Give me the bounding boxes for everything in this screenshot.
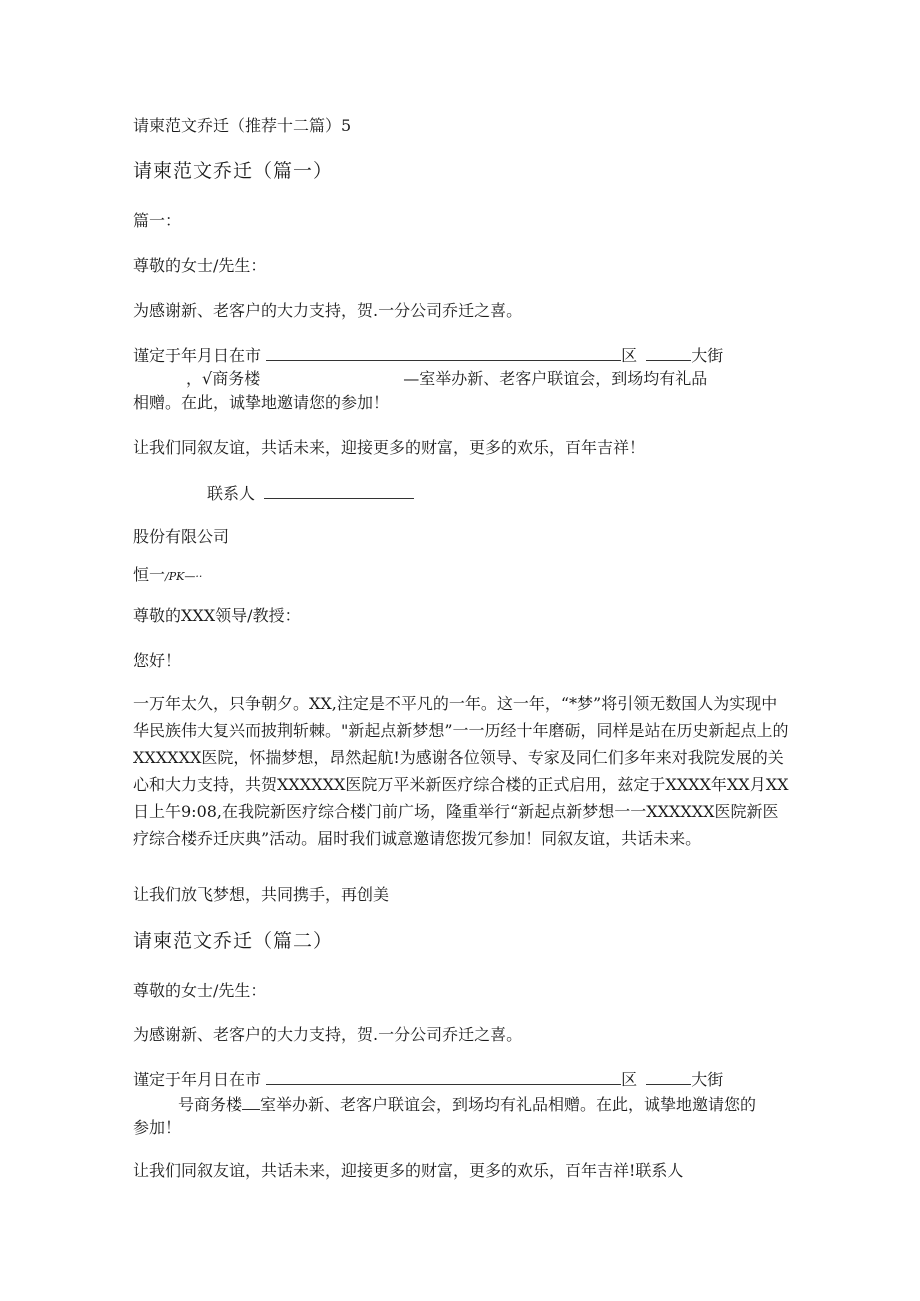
letter2-salutation: 尊敬的XXX领导/教授： <box>133 606 301 625</box>
district-label: 区 <box>621 1070 638 1089</box>
letter2-closing: 让我们放飞梦想，共同携手，再创美 <box>133 885 390 904</box>
section1-line-a-prefix: 谨定于年月日在市 <box>133 346 262 365</box>
street-label: 大街 <box>691 1070 724 1089</box>
room-blank <box>242 1093 260 1110</box>
section2-line-b-prefix: 号商务楼 <box>178 1095 243 1114</box>
section1-contact <box>207 482 414 505</box>
section1-intro: 为感谢新、老客户的大力支持，贺.一分公司乔迁之喜。 <box>133 301 523 320</box>
section2-heading: 请柬范文乔迁（篇二） <box>133 930 334 952</box>
contact-blank <box>264 482 414 499</box>
section1-sub: 篇一： <box>133 211 182 230</box>
section1-heading: 请柬范文乔迁（篇一） <box>133 160 334 182</box>
section2-closing: 让我们同叙友谊，共话未来，迎接更多的财富，更多的欢乐，百年吉祥!联系人 <box>133 1161 684 1180</box>
section1-line-c: 相赠。在此，诚挚地邀请您的参加！ <box>133 393 390 412</box>
section2-line-b-rest: 室举办新、老客户联谊会，到场均有礼品相赠。在此，诚挚地邀请您的 <box>260 1095 757 1114</box>
street-blank <box>646 344 691 361</box>
address-blank <box>266 1068 621 1085</box>
section1-line-a <box>133 344 723 367</box>
section2-intro: 为感谢新、老客户的大力支持，贺.一分公司乔迁之喜。 <box>133 1025 523 1044</box>
misc-prefix: 恒一 <box>133 565 166 584</box>
section2-line-b <box>178 1093 756 1116</box>
street-label: 大街 <box>691 346 724 365</box>
section1-line-b <box>186 368 707 390</box>
section1-line-b-rest: —室举办新、老客户联谊会，到场均有礼品 <box>403 369 708 388</box>
section2-line-a <box>133 1068 723 1091</box>
section2-salutation: 尊敬的女士/先生： <box>133 981 267 1000</box>
section1-misc <box>133 564 202 588</box>
address-blank <box>266 344 621 361</box>
contact-label: 联系人 <box>207 484 256 503</box>
misc-small: /PK—·· <box>165 570 203 583</box>
letter2-body: 一万年太久，只争朝夕。XX,注定是不平凡的一年。这一年，“*梦”将引领无数国人为实现中华民族伟大复兴而披荆斩棘。"新起点新梦想”一一历经十年磨砺，同样是站在历史新起点上的XXXXXX医院，怀揣梦想，昂然起航!为感谢各位领导、专家及同仁们多年来对我院发展的关心和大力支持，共贺XXXXXX医院万平米新医疗综合楼的正式启用，兹定于XXXX年XX月XX日上午9:08,在我院新医疗综合楼门前广场，隆重举行“新起点新梦想一一XXXXXX医院新医疗综合楼乔迁庆典”活动。届时我们诚意邀请您拨冗参加！同叙友谊，共话未来。 <box>133 694 789 848</box>
section1-salutation: 尊敬的女士/先生： <box>133 256 267 275</box>
section2-line-c: 参加！ <box>133 1118 182 1137</box>
document-title: 请柬范文乔迁（推荐十二篇）5 <box>133 116 352 135</box>
section1-line-b-prefix: ，√商务楼 <box>186 369 261 388</box>
section1-closing: 让我们同叙友谊，共话未来，迎接更多的财富，更多的欢乐，百年吉祥！ <box>133 438 646 457</box>
section1-company: 股份有限公司 <box>133 527 230 546</box>
section2-line-a-prefix: 谨定于年月日在市 <box>133 1070 262 1089</box>
street-blank <box>646 1068 691 1085</box>
letter2-greeting: 您好！ <box>133 651 182 670</box>
district-label: 区 <box>621 346 638 365</box>
